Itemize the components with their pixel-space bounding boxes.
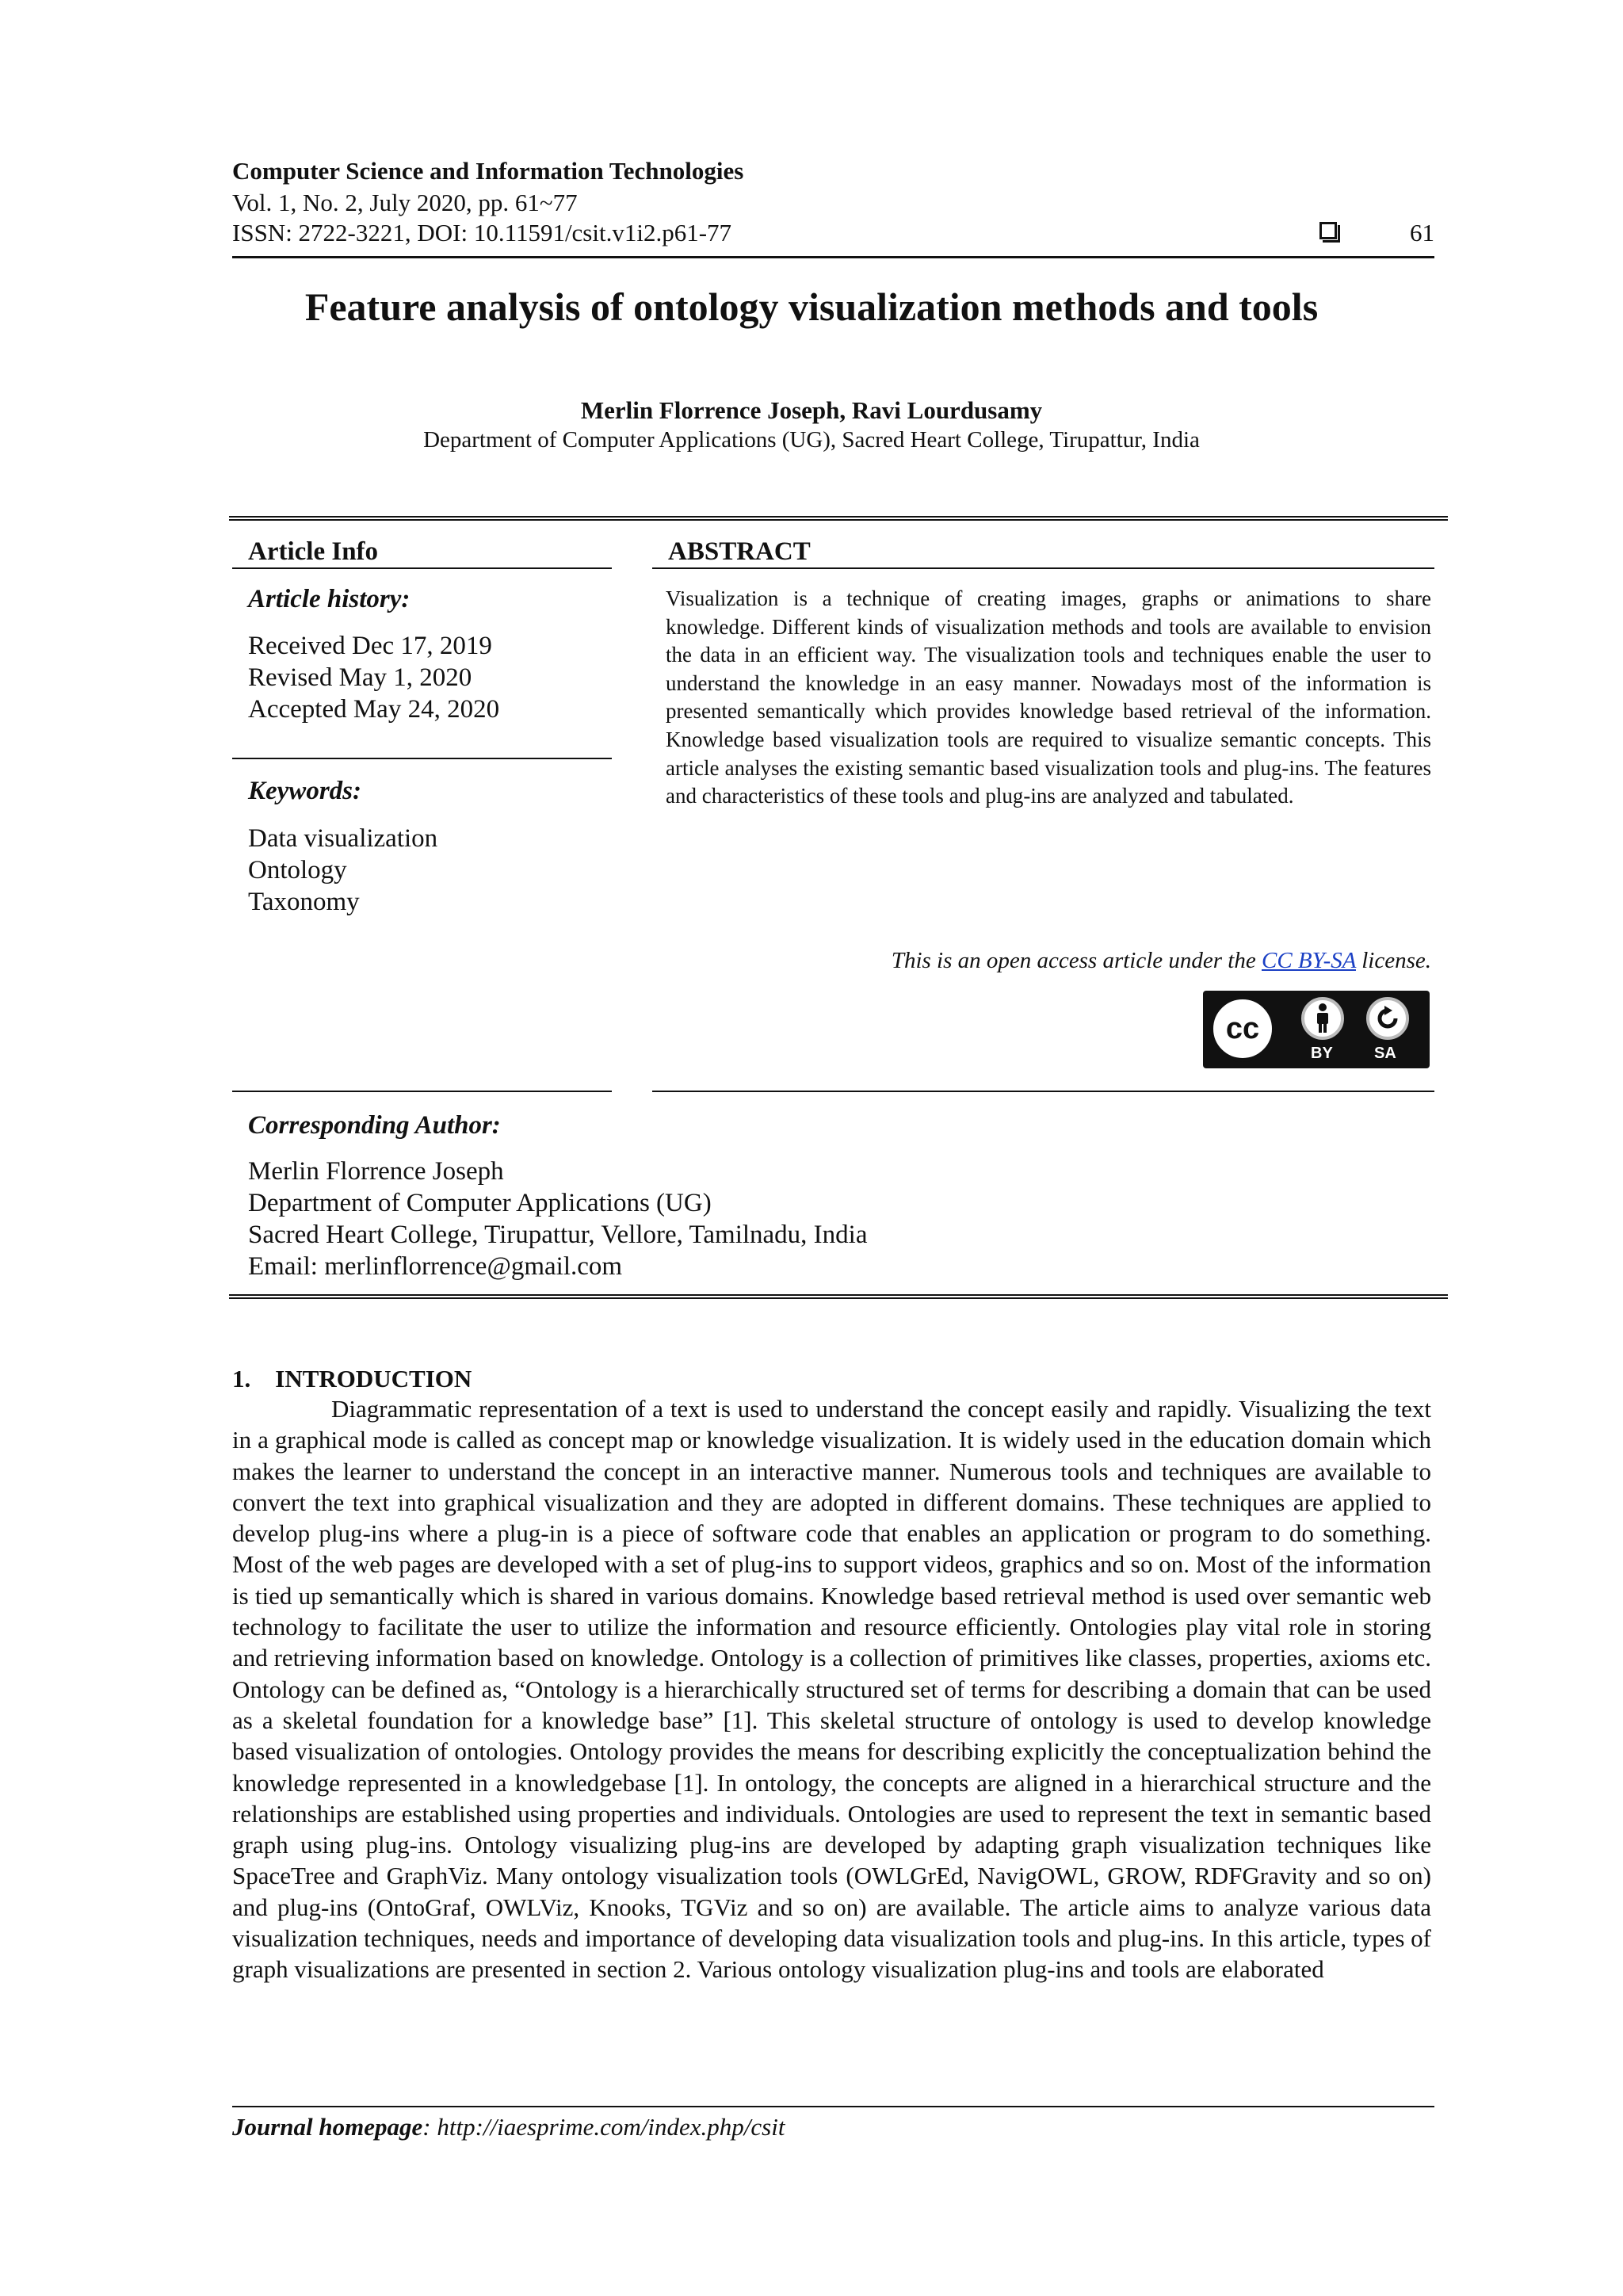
corresponding-department: Department of Computer Applications (UG) <box>248 1189 712 1217</box>
corresponding-author-heading: Corresponding Author: <box>248 1111 501 1140</box>
header-rule <box>232 256 1434 258</box>
revised-date: Revised May 1, 2020 <box>248 663 472 692</box>
corresponding-college: Sacred Heart College, Tirupattur, Vellore, Tamilnadu, India <box>248 1221 868 1249</box>
introduction-body <box>232 1393 1431 1985</box>
keywords-bottom-rule <box>232 1091 612 1092</box>
journal-volume: Vol. 1, No. 2, July 2020, pp. 61~77 <box>232 189 578 216</box>
info-box-bottom-rule <box>229 1294 1448 1299</box>
authors: Merlin Florrence Joseph, Ravi Lourdusamy <box>580 396 1043 424</box>
homepage-label: Journal homepage <box>232 2113 423 2141</box>
footer-rule <box>232 2106 1434 2107</box>
share-alike-arrow-icon <box>1373 1004 1402 1033</box>
cc-by-sa-badge[interactable] <box>1203 991 1430 1068</box>
keywords-heading: Keywords: <box>248 777 361 805</box>
article-info-heading: Article Info <box>248 537 379 566</box>
introduction-paragraph: Diagrammatic representation of a text is used to understand the concept easily and rapidly. Visualizing the text in a graphical mode is called as concept map or knowledge visualization. It is widely used in the education domain which makes the learner to understand the concept in an interactive manner. Numerous tools and techniques are available to convert the text into graphical visualization and they are adopted in different domains. These techniques are applied to develop plug-ins where a plug-in is a piece of software code that enables an application or program to do something. Most of the web pages are developed with a set of plug-ins to support videos, graphics and so on. Most of the information is tied up semantically which is shared in various domains. Knowledge based retrieval method is used over semantic web technology to facilitate the user to utilize the information and resource efficiently. Ontologies play vital role in storing and retrieving information based on knowledge. Ontology is a collection of primitives like classes, properties, axioms etc. Ontology can be defined as, “Ontology is a hierarchically structured set of terms for describing a domain that can be used as a skeletal foundation for a knowledge base” [1]. This skeletal structure of ontology is used to develop knowledge based visualization of ontologies. Ontology provides the means for describing explicitly the conceptualization behind the knowledge represented in a knowledgebase [1]. In ontology, the concepts are aligned in a hierarchical structure and the relationships are established using properties and individuals. Ontologies are used to represent the text in semantic based graph using plug-ins. Ontology visualizing plug-ins are developed by adapting graph visualization techniques like SpaceTree and GraphViz. Many ontology visualization tools (OWLGrEd, NavigOWL, GROW, RDFGravity and so on) and plug-ins (OntoGraf, OWLViz, Knooks, TGViz and so on) are available. The article aims to analyze various data visualization techniques, needs and importance of developing data visualization tools and plug-ins. In this article, types of graph visualizations are presented in section 2. Various ontology visualization plug-ins and tools are elaborated <box>232 1395 1431 1984</box>
abstract-bottom-rule <box>652 1091 1434 1092</box>
license-prefix: This is an open access article under the <box>891 948 1262 973</box>
corresponding-name: Merlin Florrence Joseph <box>248 1157 504 1186</box>
info-box-top-rule <box>229 516 1448 521</box>
abstract-heading: ABSTRACT <box>668 537 811 566</box>
cc-by-sa-link[interactable]: CC BY-SA <box>1262 948 1356 973</box>
article-info-rule <box>232 567 612 569</box>
received-date: Received Dec 17, 2019 <box>248 632 492 660</box>
accepted-date: Accepted May 24, 2020 <box>248 695 500 724</box>
article-history-heading: Article history: <box>248 585 411 613</box>
badge-sa-label: SA <box>1374 1045 1396 1062</box>
journal-homepage <box>232 2111 785 2143</box>
history-rule <box>232 758 612 759</box>
person-icon <box>1311 1003 1335 1034</box>
keyword-item: Data visualization <box>248 824 438 853</box>
keyword-item: Ontology <box>248 856 347 884</box>
cc-logo-icon: cc <box>1209 995 1276 1062</box>
license-suffix: license. <box>1355 948 1431 973</box>
badge-label-strip <box>1282 1043 1425 1064</box>
attribution-person-icon <box>1301 997 1344 1040</box>
page-number: 61 <box>1410 219 1434 246</box>
corresponding-email: Email: merlinflorrence@gmail.com <box>248 1252 623 1281</box>
paper-title: Feature analysis of ontology visualization methods and tools <box>304 285 1319 329</box>
journal-issn-doi: ISSN: 2722-3221, DOI: 10.11591/csit.v1i2.p61-77 <box>232 219 732 246</box>
introduction-heading: 1. INTRODUCTION <box>232 1365 472 1392</box>
share-alike-icon <box>1366 997 1409 1040</box>
homepage-url[interactable]: : http://iaesprime.com/index.php/csit <box>422 2113 785 2141</box>
keyword-item: Taxonomy <box>248 888 360 916</box>
journal-name: Computer Science and Information Technologies <box>232 157 744 185</box>
square-bullet-icon <box>1319 222 1337 239</box>
abstract-rule <box>652 567 1434 569</box>
affiliation: Department of Computer Applications (UG), Sacred Heart College, Tirupattur, India <box>423 427 1200 453</box>
license-statement <box>666 945 1431 976</box>
badge-by-label: BY <box>1311 1045 1333 1062</box>
abstract-text: Visualization is a technique of creating images, graphs or animations to share knowledge. Different kinds of visualization methods and tools are available to envision the data in an efficient way. The visualization tools and techniques enable the user to understand the knowledge in an easy manner. Nowadays most of the information is presented semantically which provides knowledge based retrieval of the information. Knowledge based visualization tools are required to visualize semantic concepts. This article analyses the existing semantic based visualization tools and plug-ins. The features and characteristics of these tools and plug-ins are analyzed and tabulated. <box>666 586 1431 808</box>
